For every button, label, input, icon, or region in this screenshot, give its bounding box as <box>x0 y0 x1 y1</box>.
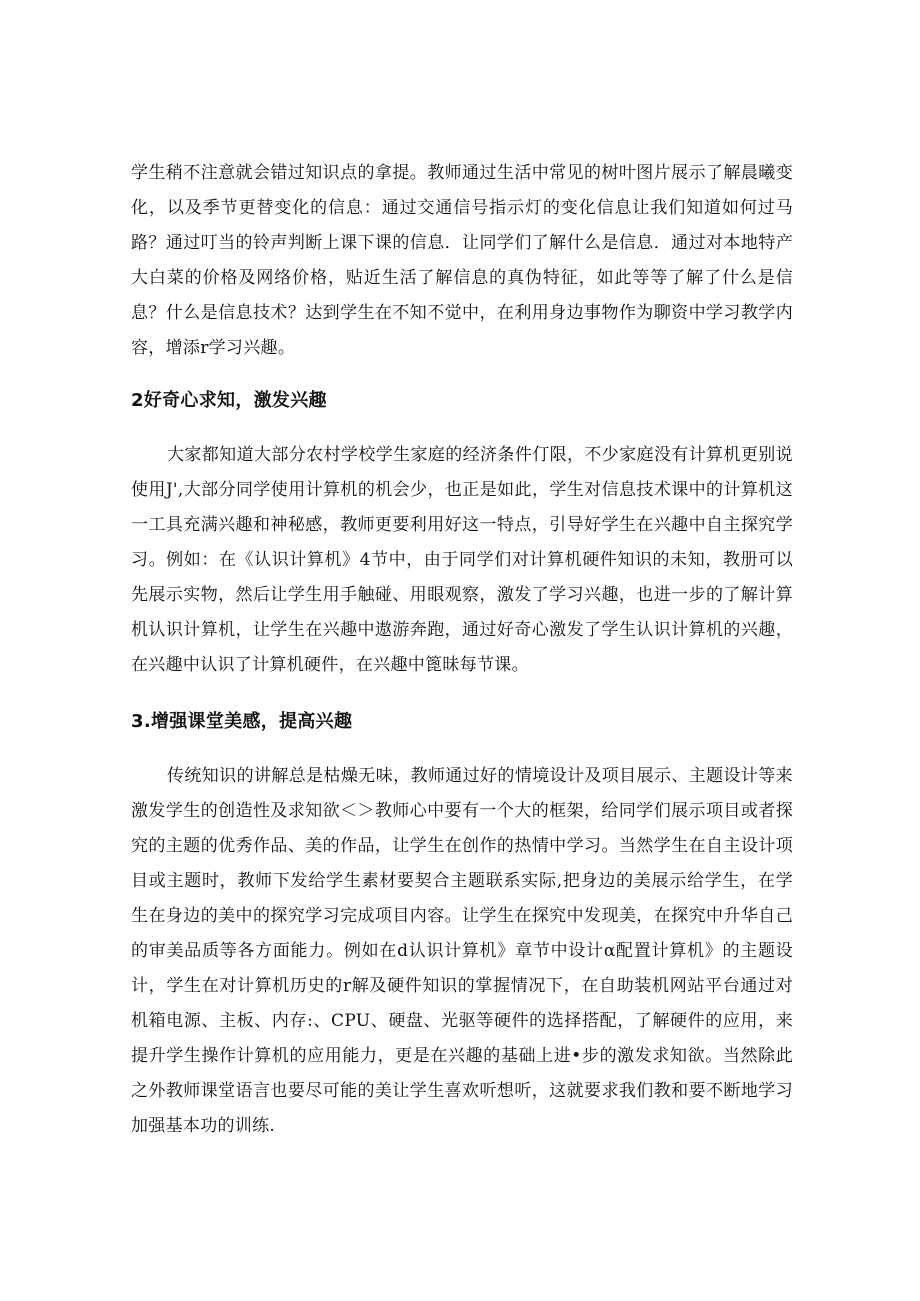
document-body <box>131 156 793 1144</box>
section-heading-2: 2好奇心求知，激发兴趣 <box>131 390 327 411</box>
paragraph-1: 学生稍不注意就会错过知识点的拿提。教师通过生活中常见的树叶图片展示了解晨曦变化，以及季节更替变化的信息：通过交通信号指示灯的变化信息让我们知道如何过马路？通过叮当的铃声判断上课下课的信息．让同学们了解什么是信息．通过对本地特产大白菜的价格及网络价格，贴近生活了解信息的真伪特征，如此等等了解了什么是信息？什么是信息技术？达到学生在不知不觉中，在利用身边事物作为聊资中学习教学内容，增添r学习兴趣。 <box>131 163 793 358</box>
paragraph-3: 传统知识的讲解总是枯燥无味，教师通过好的情境设计及项目展示、主题设计等来激发学生的创造性及求知欲＜＞教师心中要有一个大的框架，给同学们展示项目或者探究的主题的优秀作品、美的作品，让学生在创作的热情中学习。当然学生在自主设计项目或主题时，教师下发给学生素材要契合主题联系实际,把身边的美展示给学生，在学生在身边的美中的探究学习完成项目内容。让学生在探究中发现美，在探究中升华自己的审美品质等各方面能力。例如在d认识计算机》章节中设计α配置计算机》的主题设计，学生在对计算机历史的r解及硬件知识的掌握情况下，在自助装机网站平台通过对机箱电源、主板、内存:、CPU、硬盘、光驱等硬件的选择搭配，了解硬件的应用，来提升学生操作计算机的应用能力，更是在兴趣的基础上进•步的激发求知欲。当然除此之外教师课堂语言也要尽可能的美让学生喜欢听想听，这就要求我们教和要不断地学习加强基本功的训练. <box>131 766 793 1136</box>
section-heading-3: 3.增强课堂美感，提高兴趣 <box>131 711 353 732</box>
paragraph-2: 大家都知道大部分农村学校学生家庭的经济条件仃限，不少家庭没有计算机更别说使用J',大部分同学使用计算机的机会少，也正是如此，学生对信息技术课中的计算机这一工具充满兴趣和神秘感，教师更要利用好这一特点，引导好学生在兴趣中自主探究学习。例如：在《认识计算机》4节中，由于同学们对计算机硬件知识的未知，教册可以先展示实物，然后让学生用手触碰、用眼观察，激发了学习兴趣，也进一步的了解计算机认识计算机，让学生在兴趣中遨游奔跑，通过好奇心激发了学生认识计算机的兴趣，在兴趣中认识了计算机硬件，在兴趣中篦昧每节课。 <box>131 445 793 675</box>
